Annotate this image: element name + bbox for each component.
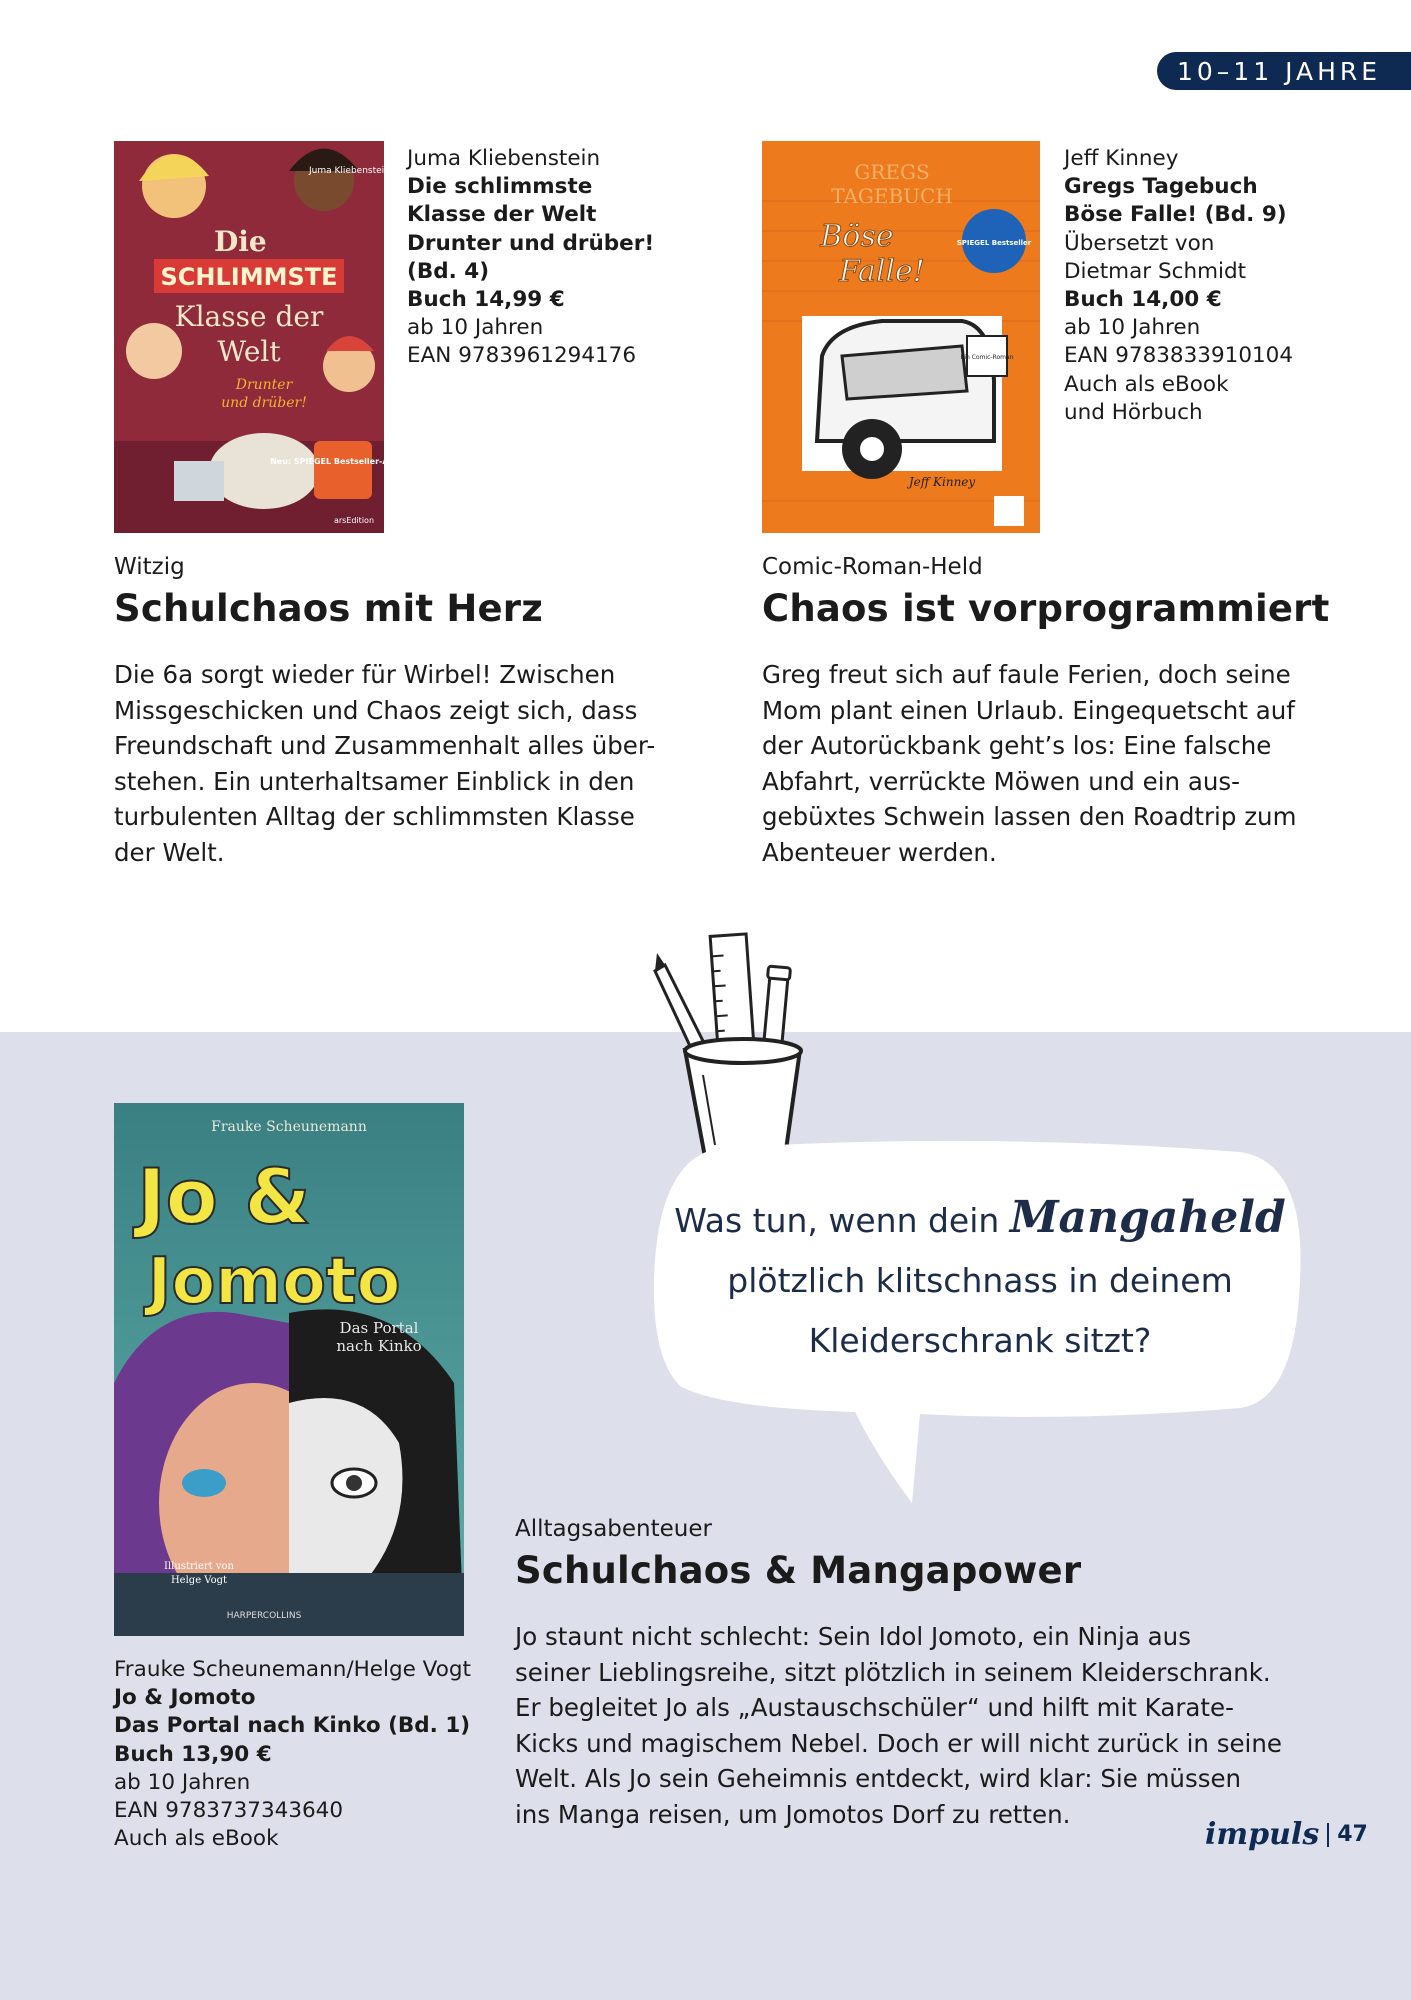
book2-translator-line: Dietmar Schmidt xyxy=(1064,258,1247,284)
cover2-title-2: TAGEBUCH xyxy=(831,184,953,208)
text-line: der Autorückbank geht’s los: Eine falsche xyxy=(762,731,1272,760)
text-line: seiner Lieblingsreihe, sitzt plötzlich in seinem Kleiderschrank. xyxy=(515,1657,1271,1687)
cover1-author: Juma Kliebenstein xyxy=(309,166,390,176)
text-line: der Welt. xyxy=(114,837,225,867)
bubble-script-word: Mangaheld xyxy=(1009,1192,1286,1243)
book2-ean: EAN 9783833910104 xyxy=(1064,343,1294,369)
pencil-cup-icon xyxy=(655,935,825,1165)
book1-author: Juma Kliebenstein xyxy=(407,146,601,171)
bubble-line-2: plötzlich klitschnass in deinem xyxy=(727,1261,1233,1300)
book1-title-line: (Bd. 4) xyxy=(407,258,490,284)
impuls-logo: impuls xyxy=(1205,1817,1320,1852)
cover1-title-3: Klasse der xyxy=(174,300,324,333)
cover3-subtitle-2: nach Kinko xyxy=(336,1337,422,1355)
book3-headline: Schulchaos & Mangapower xyxy=(515,1549,1082,1592)
book1-headline: Schulchaos mit Herz xyxy=(114,587,543,630)
cover2-title-4: Falle! xyxy=(839,254,925,289)
text-line: turbulenten Alltag der schlimmsten Klasse xyxy=(114,802,635,831)
book1-kicker: Witzig xyxy=(114,554,185,580)
book3-ean: EAN 9783737343640 xyxy=(114,1798,344,1824)
bubble-text xyxy=(650,1188,1310,1371)
cover3-illustrator-2: Helge Vogt xyxy=(170,1575,228,1586)
book-cover-gregs-tagebuch[interactable] xyxy=(762,141,1040,533)
cover1-title-4: Welt xyxy=(217,335,281,368)
text-line: stehen. Ein unterhaltsamer Einblick in den xyxy=(114,766,635,796)
cover1-title-5: Drunter xyxy=(235,377,293,393)
book2-translator-line: Übersetzt von xyxy=(1064,230,1215,256)
bubble-line-1 xyxy=(650,1188,1310,1251)
book2-author: Jeff Kinney xyxy=(1064,146,1179,171)
book3-details xyxy=(114,1656,471,1853)
footer-divider xyxy=(1327,1823,1329,1847)
cover2-title-3: Böse xyxy=(820,219,894,254)
book2-title-line: Gregs Tagebuch xyxy=(1064,174,1258,200)
cover2-author: Jeff Kinney xyxy=(908,475,976,489)
page-footer xyxy=(1205,1817,1368,1852)
book1-title-line: Drunter und drüber! xyxy=(407,230,655,256)
book2-kicker: Comic-Roman-Held xyxy=(762,554,983,580)
cover3-author: Frauke Scheunemann xyxy=(211,1119,367,1135)
cover1-title-1: Die xyxy=(214,225,267,258)
book2-title-line: Böse Falle! (Bd. 9) xyxy=(1064,202,1287,228)
cover1-title-2: SCHLIMMSTE xyxy=(160,263,338,291)
book1-details xyxy=(407,145,654,371)
book2-description xyxy=(762,657,1362,870)
cover2-sticker: SPIEGEL Bestseller xyxy=(956,239,1032,247)
book1-age: ab 10 Jahren xyxy=(407,315,544,341)
book3-author: Frauke Scheunemann/Helge Vogt xyxy=(114,1657,471,1682)
book3-title-line: Jo & Jomoto xyxy=(114,1685,256,1711)
text-line: Abfahrt, verrückte Möwen und ein aus- xyxy=(762,766,1240,796)
book-cover-jo-jomoto[interactable] xyxy=(114,1103,464,1636)
cover3-publisher: HARPERCOLLINS xyxy=(226,1611,302,1621)
text-line: gebüxtes Schwein lassen den Roadtrip zum xyxy=(762,802,1297,831)
bubble-line-1-text: Was tun, wenn dein xyxy=(674,1201,1000,1240)
cover2-note: Ein Comic-Roman xyxy=(960,354,1014,361)
book2-extra-line: und Hörbuch xyxy=(1064,399,1203,425)
cover3-illustrator-1: Illustriert von xyxy=(164,1561,234,1572)
text-line: Greg freut sich auf faule Ferien, doch seine xyxy=(762,660,1291,689)
text-line: Mom plant einen Urlaub. Eingequetscht auf xyxy=(762,695,1295,725)
text-line: Die 6a sorgt wieder für Wirbel! Zwischen xyxy=(114,660,616,689)
book3-description xyxy=(515,1619,1335,1832)
book3-extra: Auch als eBook xyxy=(114,1826,279,1852)
age-badge-label: 10–11 JAHRE xyxy=(1177,56,1382,86)
cover1-badge: Neu: SPIEGEL Bestseller-Autorin xyxy=(270,457,416,466)
text-line: Freundschaft und Zusammenhalt alles über- xyxy=(114,731,656,760)
text-line: Welt. Als Jo sein Geheimnis entdeckt, wird klar: Sie müssen xyxy=(515,1764,1242,1793)
book3-price: Buch 13,90 € xyxy=(114,1741,272,1767)
book2-extra-line: Auch als eBook xyxy=(1064,371,1229,397)
book1-title-line: Klasse der Welt xyxy=(407,202,597,228)
book1-description xyxy=(114,657,674,870)
cover3-subtitle-1: Das Portal xyxy=(339,1319,419,1337)
cover3-title-1: Jo & xyxy=(137,1152,311,1241)
text-line: ins Manga reisen, um Jomotos Dorf zu retten. xyxy=(515,1799,1071,1829)
book1-ean: EAN 9783961294176 xyxy=(407,343,637,369)
text-line: Er begleitet Jo als „Austauschschüler“ und hilft mit Karate- xyxy=(515,1693,1234,1722)
text-line: Abenteuer werden. xyxy=(762,837,997,867)
book3-age: ab 10 Jahren xyxy=(114,1769,251,1795)
book-cover-schlimmste-klasse[interactable] xyxy=(114,141,416,533)
book3-kicker: Alltagsabenteuer xyxy=(515,1516,712,1542)
book2-price: Buch 14,00 € xyxy=(1064,287,1222,313)
book2-age: ab 10 Jahren xyxy=(1064,315,1201,341)
book3-title-line: Das Portal nach Kinko (Bd. 1) xyxy=(114,1713,471,1739)
text-line: Missgeschicken und Chaos zeigt sich, dass xyxy=(114,695,638,725)
book2-headline: Chaos ist vorprogrammiert xyxy=(762,587,1330,630)
cover3-title-2: Jomoto xyxy=(147,1245,401,1319)
speech-bubble xyxy=(650,1138,1310,1503)
book2-details xyxy=(1064,145,1293,427)
text-line: Jo staunt nicht schlecht: Sein Idol Jomoto, ein Ninja aus xyxy=(515,1622,1191,1651)
cover1-title-6: und drüber! xyxy=(221,395,307,411)
text-line: Kicks und magischem Nebel. Doch er will nicht zurück in seine xyxy=(515,1728,1282,1758)
age-badge xyxy=(1157,52,1411,90)
page-number: 47 xyxy=(1337,1822,1368,1847)
book1-price: Buch 14,99 € xyxy=(407,287,565,313)
bubble-line-3: Kleiderschrank sitzt? xyxy=(808,1321,1152,1360)
cover2-title-1: GREGS xyxy=(854,160,930,184)
cover1-publisher: arsEdition xyxy=(333,516,375,525)
book1-title-line: Die schlimmste xyxy=(407,174,593,200)
